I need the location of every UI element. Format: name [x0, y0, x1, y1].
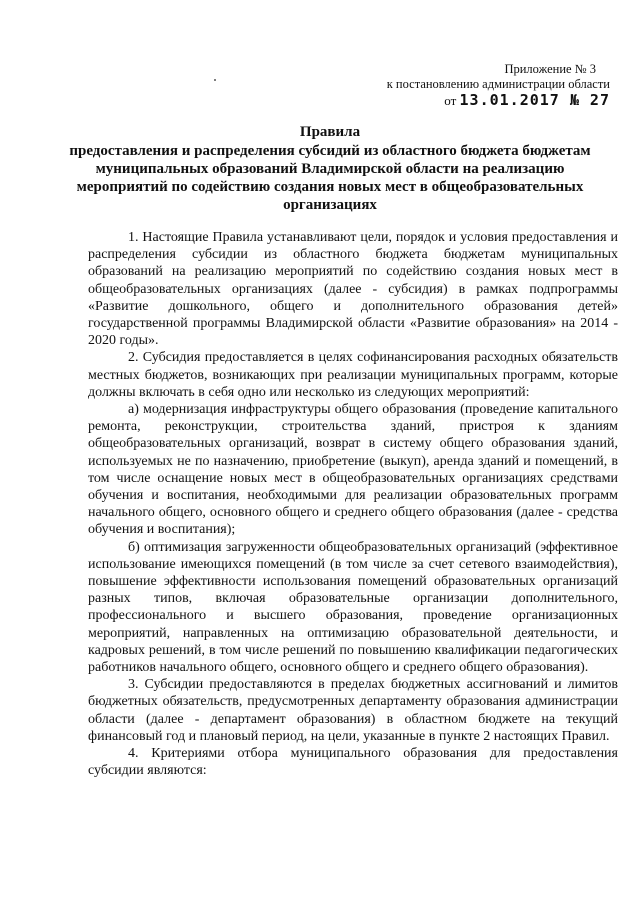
appendix-date-row: [360, 93, 610, 108]
appendix-date-prefix: от: [444, 93, 457, 108]
appendix-number: Приложение № 3: [504, 62, 596, 76]
title-heading: Правила: [299, 124, 361, 140]
paragraph-2a: а) модернизация инфраструктуры общего образования (проведение капитального ремонта, реконструкции, строительства зданий, пристроя к зданиям общеобразовательных организаций, возврат в систему общего образования зданий, используемых не по назначению, приобретение (выкуп), аренда зданий и помещений, в том числе оснащение новых мест в общеобразовательных организациях средствами обучения и воспитания, необходимыми для реализации образовательных программ начального общего, основного общего и среднего общего образования (далее - средства обучения и воспитания);: [88, 402, 618, 538]
appendix-date-stamp: 13.01.2017 № 27: [459, 91, 610, 109]
appendix-resolution: к постановлению администрации области: [386, 77, 610, 91]
paragraph-3: 3. Субсидии предоставляются в пределах бюджетных ассигнований и лимитов бюджетных обязательств, предусмотренных департаменту образования администрации области (далее - департамент образования) в областном бюджете на текущий финансовый год и плановый период, на цели, указанные в пункте 2 настоящих Правил.: [88, 677, 618, 744]
paragraph-2b: б) оптимизация загруженности общеобразовательных организаций (эффективное использование имеющихся помещений (в том числе за счет сетевого взаимодействия), повышение эффективности использования помещений образовательных организаций разных типов, включая образовательные организации дополнительного, профессионального и высшего образования, проведение организационных мероприятий, направленных на оптимизацию образовательной деятельности, и кадровых решений, в том числе решений по повышению квалификации педагогических работников начального общего, основного общего и среднего общего образования).: [88, 539, 618, 676]
document-title: [60, 123, 600, 214]
title-subtitle: предоставления и распределения субсидий из областного бюджета бюджетам муниципальных образований Владимирской области на реализацию мероприятий по содействию создания новых мест в общеобразовательных организациях: [69, 143, 591, 213]
paragraph-4: 4. Критериями отбора муниципального образования для предоставления субсидии являются:: [88, 746, 618, 779]
scan-speck: [214, 79, 216, 81]
document-body: [88, 229, 618, 780]
paragraph-1: 1. Настоящие Правила устанавливают цели, порядок и условия предоставления и распределения субсидии из областного бюджета бюджетам муниципальных образований на реализацию мероприятий по содействию создания новых мест в общеобразовательных организациях (далее - субсидия) в рамках подпрограммы «Развитие дошкольного, общего и дополнительного образования детей» государственной программы Владимирской области «Развитие образования» на 2014 - 2020 годы».: [88, 230, 618, 349]
appendix-block: [360, 62, 610, 108]
paragraph-2: 2. Субсидия предоставляется в целях софинансирования расходных обязательств местных бюджетов, возникающих при реализации муниципальных программ, которые должны включать в себя одно или несколько из следующих мероприятий:: [88, 350, 618, 400]
